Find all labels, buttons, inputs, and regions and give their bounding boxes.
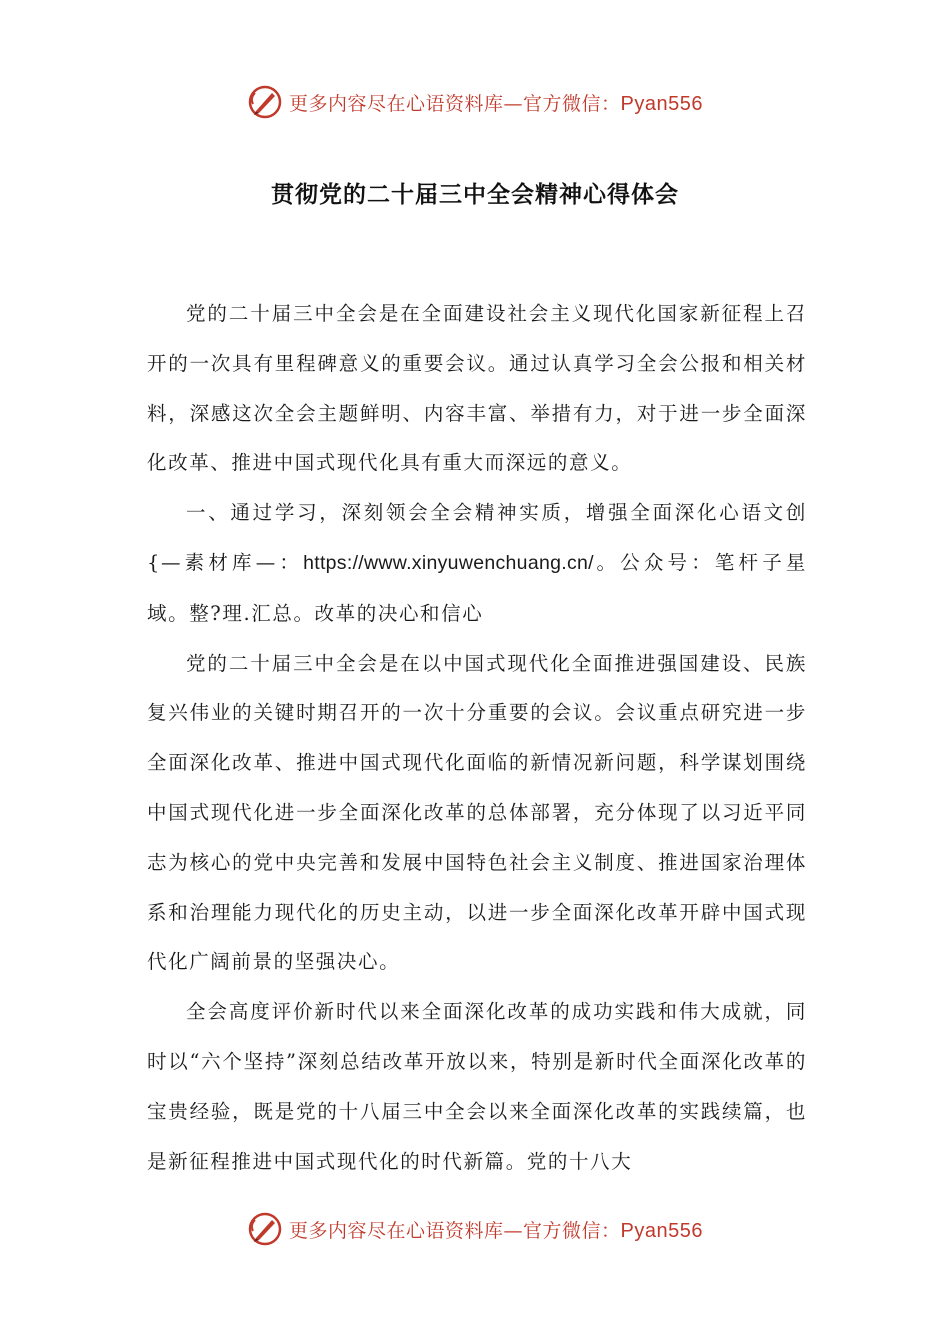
paragraph-2: 一、通过学习，深刻领会全会精神实质，增强全面深化心语文创{—素材库—：https://www.xinyuwenchuang.cn/。公众号：笔杆子星域。整?理.汇总。改革的决心和信心 (147, 501, 808, 625)
header-banner (0, 82, 950, 122)
footer-banner (0, 1209, 950, 1249)
paragraph-1: 党的二十届三中全会是在全面建设社会主义现代化国家新征程上召开的一次具有里程碑意义的重要会议。通过认真学习全会公报和相关材料，深感这次全会主题鲜明、内容丰富、举措有力，对于进一步全面深化改革、推进中国式现代化具有重大而深远的意义。 (147, 302, 807, 475)
banner-text: 更多内容尽在心语资料库—官方微信：Pyan556 (289, 1219, 703, 1242)
document-body (147, 289, 807, 1186)
banner-text: 更多内容尽在心语资料库—官方微信：Pyan556 (289, 92, 703, 115)
source-url: https://www.xinyuwenchuang.cn/ (303, 551, 594, 574)
pen-logo-icon (247, 1211, 283, 1247)
wechat-id: Pyan556 (620, 1219, 703, 1242)
paragraph-3: 党的二十届三中全会是在以中国式现代化全面推进强国建设、民族复兴伟业的关键时期召开的一次十分重要的会议。会议重点研究进一步全面深化改革、推进中国式现代化面临的新情况新问题，科学谋划围绕中国式现代化进一步全面深化改革的总体部署，充分体现了以习近平同志为核心的党中央完善和发展中国特色社会主义制度、推进国家治理体系和治理能力现代化的历史主动，以进一步全面深化改革开辟中国式现代化广阔前景的坚强决心。 (147, 651, 807, 974)
document-title: 贯彻党的二十届三中全会精神心得体会 (271, 182, 679, 208)
pen-logo-icon (247, 84, 283, 120)
paragraph-4: 全会高度评价新时代以来全面深化改革的成功实践和伟大成就，同时以“六个坚持”深刻总结改革开放以来，特别是新时代全面深化改革的宝贵经验，既是党的十八届三中全会以来全面深化改革的实践续篇，也是新征程推进中国式现代化的时代新篇。党的十八大 (147, 1000, 807, 1173)
wechat-id: Pyan556 (620, 92, 703, 115)
